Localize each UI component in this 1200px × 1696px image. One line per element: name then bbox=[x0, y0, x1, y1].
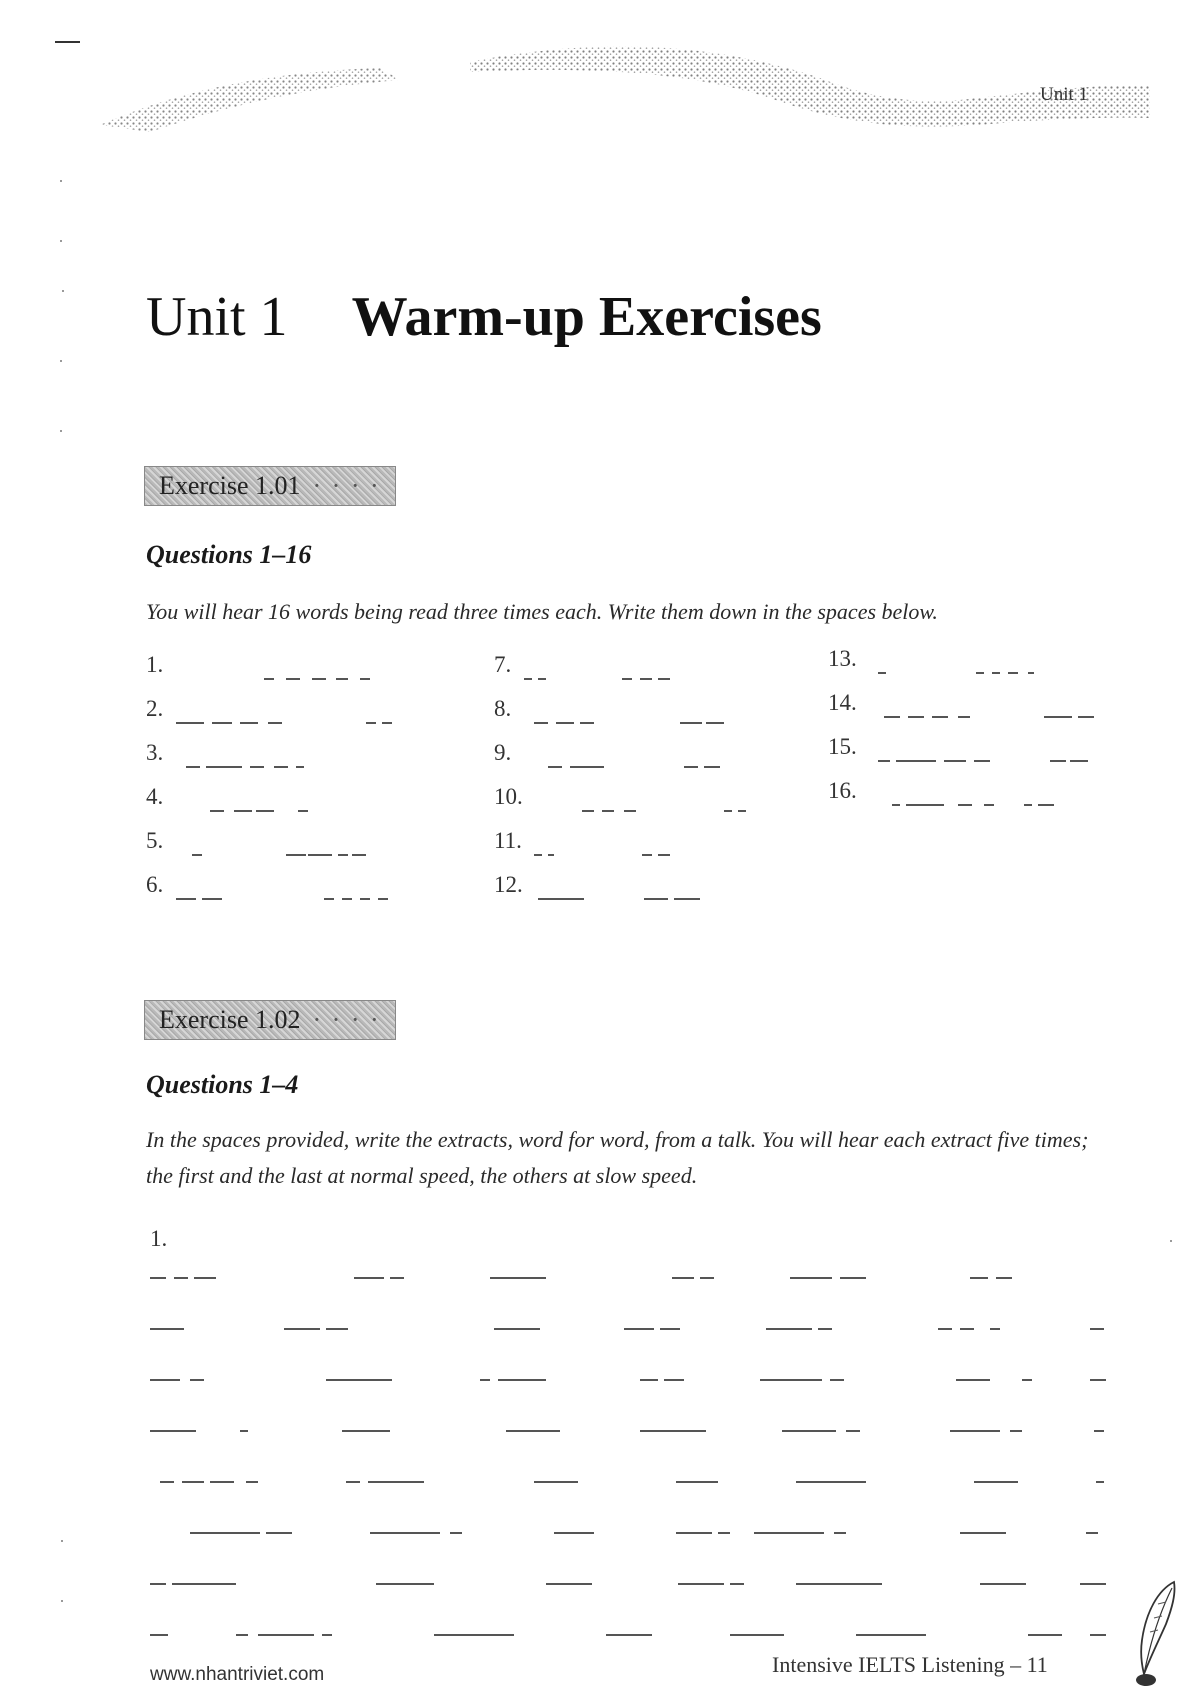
quill-pen-icon bbox=[1128, 1578, 1182, 1690]
exercise-badge-1-01: Exercise 1.01 · · · · bbox=[144, 466, 396, 506]
question-item[interactable]: 3. bbox=[146, 740, 416, 784]
question-item[interactable]: 6. bbox=[146, 872, 416, 916]
answer-line[interactable] bbox=[150, 1377, 1110, 1428]
question-item[interactable]: 5. bbox=[146, 828, 416, 872]
questions-heading-1-4: Questions 1–4 bbox=[146, 1070, 299, 1099]
exercise-badge-1-02: Exercise 1.02 · · · · bbox=[144, 1000, 396, 1040]
book-page-label: Intensive IELTS Listening – 11 bbox=[772, 1652, 1048, 1677]
question-item[interactable]: 2. bbox=[146, 696, 416, 740]
question-item[interactable]: 11. bbox=[494, 828, 764, 872]
answer-line[interactable] bbox=[150, 1530, 1110, 1581]
question-item[interactable]: 1. bbox=[146, 652, 416, 696]
website-url: www.nhantriviet.com bbox=[150, 1664, 325, 1685]
decorative-wave-banner bbox=[0, 20, 1200, 140]
question-item[interactable]: 4. bbox=[146, 784, 416, 828]
exercise-label: Exercise 1.01 bbox=[159, 471, 301, 500]
questions-heading-1-16: Questions 1–16 bbox=[146, 540, 312, 569]
unit-name: Warm-up Exercises bbox=[351, 286, 822, 348]
question-item[interactable]: 7. bbox=[494, 652, 764, 696]
exercise-label: Exercise 1.02 bbox=[159, 1005, 301, 1034]
question-column-2 bbox=[494, 652, 764, 916]
question-item[interactable]: 9. bbox=[494, 740, 764, 784]
answer-line[interactable] bbox=[150, 1428, 1110, 1479]
question-item[interactable]: 10. bbox=[494, 784, 764, 828]
extract-answer-lines[interactable] bbox=[150, 1275, 1110, 1683]
exercise-instruction: In the spaces provided, write the extracts, word for word, from a talk. You will hear each extract five times; the first and the last at normal speed, the others at slow speed. bbox=[146, 1127, 1089, 1188]
unit-number: Unit 1 bbox=[146, 286, 288, 348]
extract-item-number: 1. bbox=[150, 1226, 168, 1251]
question-item[interactable]: 12. bbox=[494, 872, 764, 916]
question-item[interactable]: 15. bbox=[828, 734, 1110, 778]
page-title bbox=[146, 285, 822, 349]
answer-line[interactable] bbox=[150, 1326, 1110, 1377]
question-item[interactable]: 8. bbox=[494, 696, 764, 740]
question-column-1 bbox=[146, 652, 416, 916]
question-column-3 bbox=[828, 646, 1110, 822]
exercise-instruction: You will hear 16 words being read three times each. Write them down in the spaces below. bbox=[146, 599, 938, 624]
question-item[interactable]: 16. bbox=[828, 778, 1110, 822]
question-item[interactable]: 13. bbox=[828, 646, 1110, 690]
answer-line[interactable] bbox=[150, 1479, 1110, 1530]
answer-line[interactable] bbox=[150, 1581, 1110, 1632]
running-header-unit: Unit 1 bbox=[1040, 84, 1089, 105]
answer-line[interactable] bbox=[150, 1275, 1110, 1326]
question-item[interactable]: 14. bbox=[828, 690, 1110, 734]
